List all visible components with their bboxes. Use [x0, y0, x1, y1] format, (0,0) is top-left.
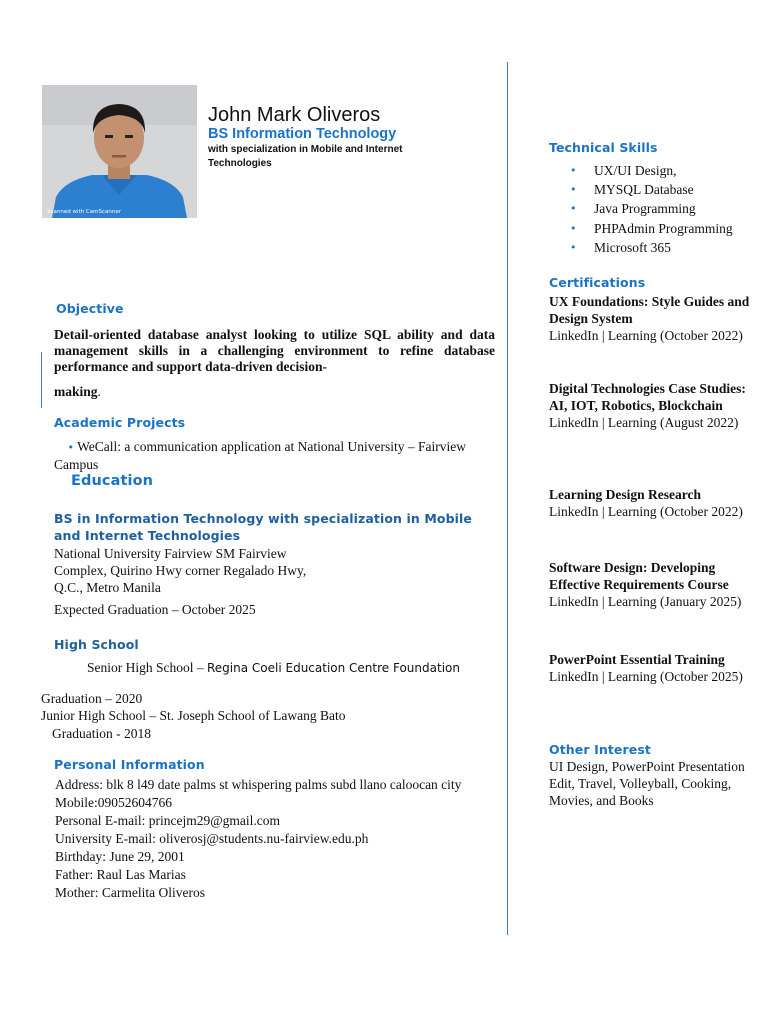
- project-bullet: •: [67, 441, 74, 454]
- watermark-text: Scanned with CamScanner: [47, 209, 121, 215]
- certification-item: [549, 651, 764, 687]
- skill-text: PHPAdmin Programming: [594, 220, 733, 236]
- senior-high-school: [87, 659, 497, 677]
- certification-item: [549, 486, 764, 522]
- university-email-line: University E-mail: oliverosj@students.nu-fairview.edu.ph: [55, 831, 369, 846]
- certification-title: Digital Technologies Case Studies: AI, IOT, Robotics, Blockchain: [549, 381, 746, 413]
- expected-graduation: Expected Graduation – October 2025: [54, 602, 256, 617]
- school-line: National University Fairview SM Fairview: [54, 546, 287, 561]
- school-line: Q.C., Metro Manila: [54, 580, 161, 595]
- certification-title: Software Design: Developing Effective Requirements Course: [549, 560, 729, 592]
- junior-high-school: Junior High School – St. Joseph School of Lawang Bato: [41, 708, 346, 723]
- column-divider: [507, 62, 508, 935]
- project-text: WeCall: a communication application at National University – Fairview Campus: [54, 439, 466, 472]
- birthday-line: Birthday: June 29, 2001: [55, 849, 185, 864]
- certification-title: PowerPoint Essential Training: [549, 652, 725, 667]
- project-item: [54, 438, 494, 473]
- shs-graduation: Graduation – 2020: [41, 691, 143, 706]
- candidate-name: John Mark Oliveros: [208, 104, 381, 126]
- certifications-heading: Certifications: [549, 275, 646, 290]
- shs-prefix: Senior High School –: [87, 660, 207, 675]
- skill-text: MYSQL Database: [594, 182, 694, 198]
- shs-school-name: Regina Coeli Education Centre Foundation: [207, 661, 460, 675]
- certification-source: LinkedIn | Learning (October 2022): [549, 504, 743, 519]
- degree-program-heading: BS in Information Technology with specialization in Mobile and Internet Technologies: [54, 511, 472, 543]
- certification-title: UX Foundations: Style Guides and Design System: [549, 294, 750, 326]
- interest-heading: Other Interest: [549, 742, 651, 757]
- certification-item: [549, 380, 764, 433]
- interest-text: UI Design, PowerPoint Presentation Edit, Travel, Volleyball, Cooking, Movies, and Books: [549, 759, 745, 808]
- list-item: [570, 200, 733, 219]
- mother-line: Mother: Carmelita Oliveros: [55, 885, 205, 900]
- personal-email-line: Personal E-mail: princejm29@gmail.com: [55, 813, 281, 828]
- personal-info-heading: Personal Information: [54, 757, 205, 772]
- objective-heading: Objective: [56, 301, 124, 316]
- bullet-icon: •: [570, 221, 577, 235]
- father-line: Father: Raul Las Marias: [55, 867, 186, 882]
- objective-last-word: making: [54, 384, 98, 399]
- objective-rule: [41, 352, 42, 408]
- bullet-icon: •: [570, 202, 577, 216]
- certification-title: Learning Design Research: [549, 487, 701, 502]
- skills-heading: Technical Skills: [549, 140, 658, 155]
- profile-photo-image: [42, 85, 197, 218]
- objective-last-punct: .: [97, 384, 101, 399]
- bullet-icon: •: [570, 164, 577, 177]
- profile-photo: [42, 85, 197, 218]
- certification-source: LinkedIn | Learning (October 2022): [549, 328, 743, 343]
- skill-text: Microsoft 365: [594, 239, 671, 255]
- school-line: Complex, Quirino Hwy corner Regalado Hwy,: [54, 563, 307, 578]
- certification-source: LinkedIn | Learning (October 2025): [549, 669, 743, 684]
- objective-last-line: [54, 383, 101, 400]
- education-heading: Education: [71, 473, 154, 489]
- list-item: [570, 239, 733, 258]
- specialization-text: with specialization in Mobile and Internet Technologies: [208, 144, 403, 169]
- skill-text: UX/UI Design,: [594, 163, 677, 178]
- personal-info-list: [55, 776, 495, 902]
- degree-title: BS Information Technology: [208, 126, 397, 142]
- projects-heading: Academic Projects: [54, 415, 186, 430]
- high-school-heading: High School: [54, 637, 139, 652]
- certification-source: LinkedIn | Learning (January 2025): [549, 594, 742, 609]
- skill-text: Java Programming: [594, 201, 696, 217]
- certification-item: [549, 293, 764, 346]
- list-item: [570, 162, 733, 181]
- skills-list: [570, 162, 733, 258]
- certification-source: LinkedIn | Learning (August 2022): [549, 415, 739, 430]
- list-item: [570, 220, 733, 239]
- objective-text: Detail-oriented database analyst looking to utilize SQL ability and data management skills in a challenging environment to refine database performance and support data-driven decision-: [54, 327, 495, 374]
- mobile-line: Mobile:09052604766: [55, 795, 172, 810]
- list-item: [570, 181, 733, 200]
- bullet-icon: •: [570, 240, 577, 254]
- bullet-icon: •: [570, 183, 577, 197]
- certification-item: [549, 559, 764, 612]
- jhs-graduation: Graduation - 2018: [52, 726, 151, 741]
- school-address: [54, 545, 484, 596]
- address-line: Address: blk 8 l49 date palms st whispering palms subd llano caloocan city: [55, 777, 462, 792]
